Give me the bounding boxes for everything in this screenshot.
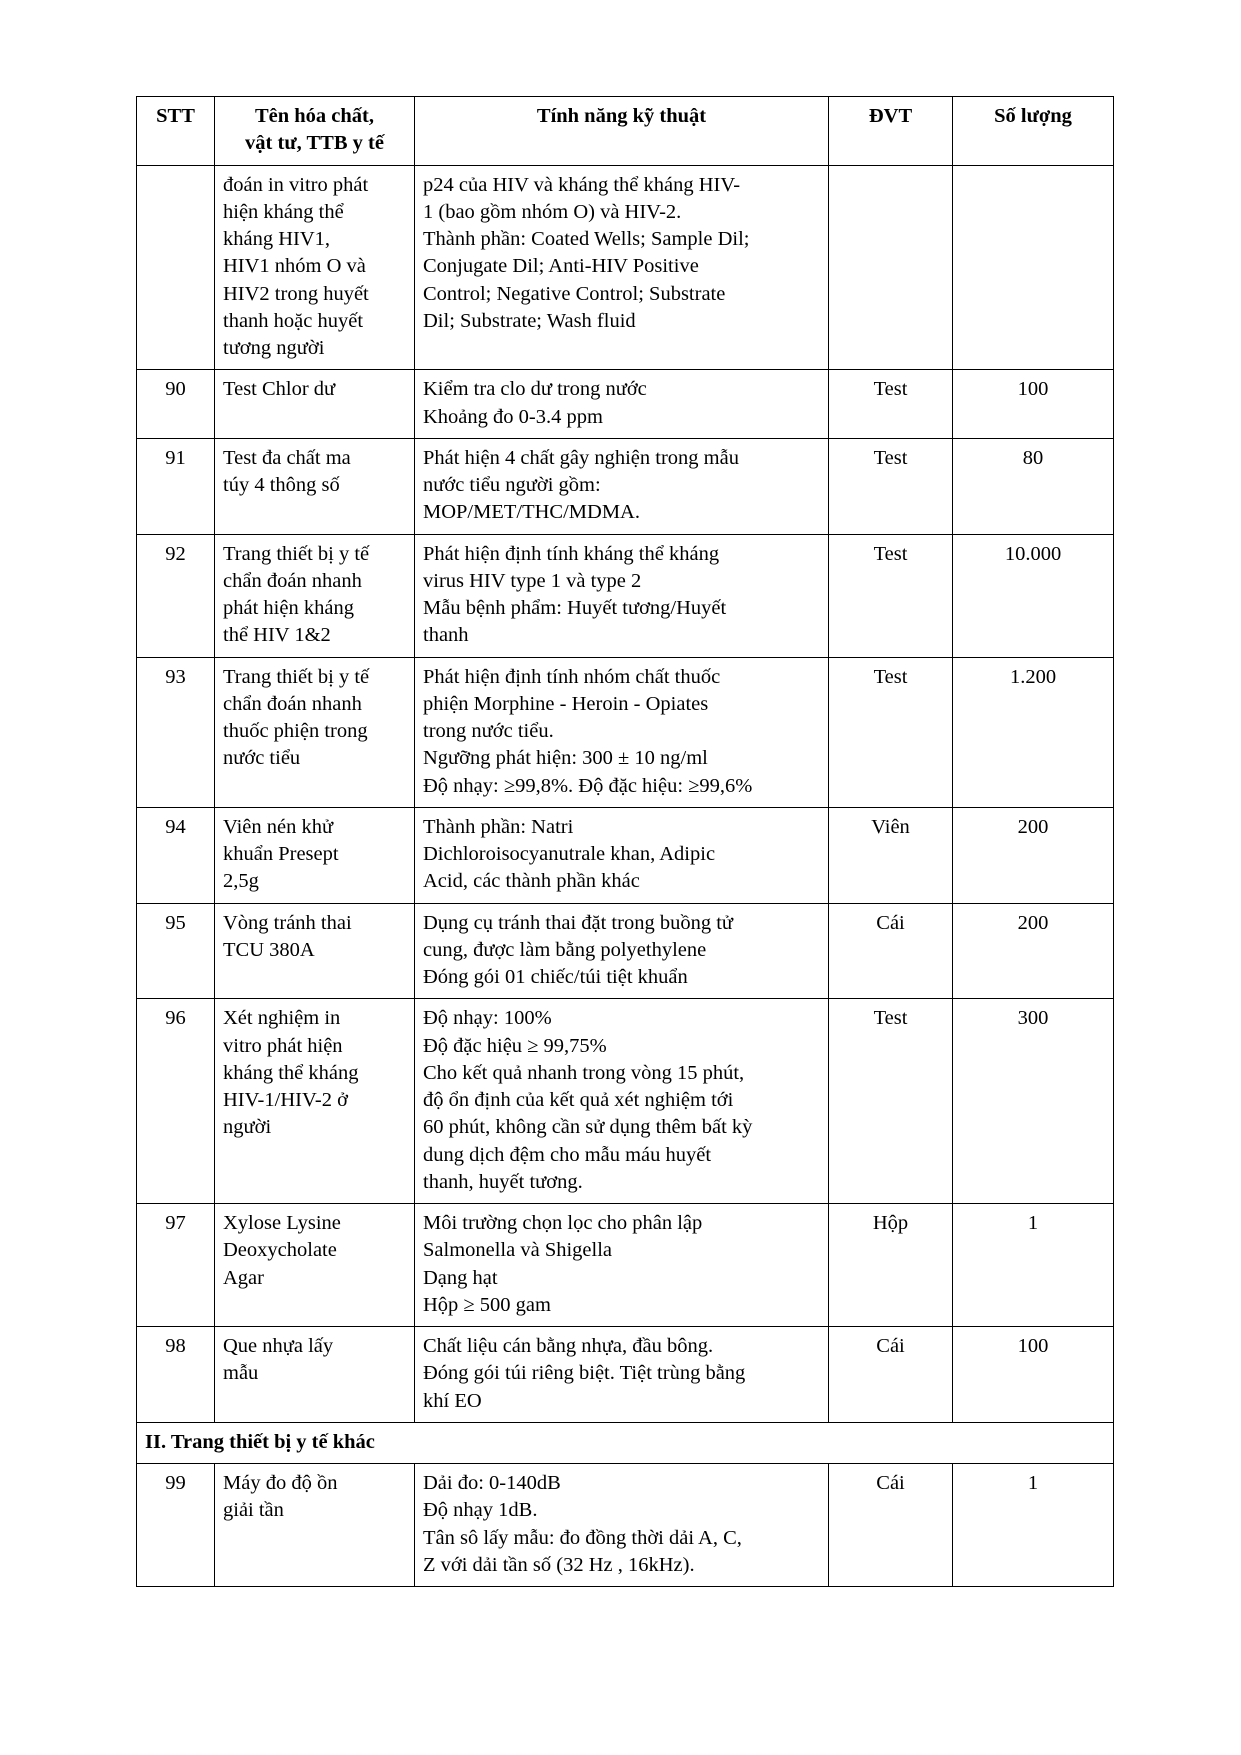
name-line: kháng HIV1,	[223, 228, 331, 250]
name-line: nước tiểu	[223, 747, 301, 770]
table-row	[137, 1204, 1114, 1327]
table-header-row	[137, 97, 1114, 166]
cell-qty: 1	[953, 1464, 1114, 1587]
spec-line: phiện Morphine - Heroin - Opiates	[423, 692, 709, 715]
name-line: túy 4 thông số	[223, 474, 340, 496]
medical-supplies-table	[136, 96, 1114, 1587]
table-body	[137, 165, 1114, 1587]
name-line: Viên nén khử	[223, 815, 334, 838]
cell-spec	[415, 165, 829, 370]
name-line: thanh hoặc huyết	[223, 309, 364, 332]
cell-spec	[415, 807, 829, 903]
spec-line: Control; Negative Control; Substrate	[423, 282, 726, 305]
spec-line: Dải đo: 0-140dB	[423, 1472, 561, 1494]
cell-qty: 80	[953, 438, 1114, 534]
name-line: Trang thiết bị y tế	[223, 542, 370, 565]
spec-line: Chất liệu cán bằng nhựa, đầu bông.	[423, 1335, 714, 1357]
cell-qty	[953, 165, 1114, 370]
spec-line: 1 (bao gồm nhóm O) và HIV-2.	[423, 200, 682, 223]
spec-line: Thành phần: Coated Wells; Sample Dil;	[423, 228, 750, 250]
name-line: 2,5g	[223, 870, 259, 893]
cell-name	[215, 370, 415, 439]
table-row	[137, 657, 1114, 807]
cell-unit: Test	[829, 534, 953, 657]
name-line: TCU 380A	[223, 938, 315, 961]
cell-stt: 99	[137, 1464, 215, 1587]
spec-line: Dichloroisocyanutrale khan, Adipic	[423, 843, 716, 865]
spec-line: Độ nhạy 1dB.	[423, 1499, 538, 1522]
spec-line: độ ổn định của kết quả xét nghiệm tới	[423, 1089, 734, 1111]
cell-spec	[415, 657, 829, 807]
name-line: thuốc phiện trong	[223, 720, 368, 742]
table-header	[137, 97, 1114, 166]
cell-name	[215, 165, 415, 370]
column-header-qty: Số lượng	[953, 97, 1114, 166]
name-line: chẩn đoán nhanh	[223, 569, 362, 592]
spec-line: cung, được làm bằng polyethylene	[423, 938, 707, 961]
spec-line: Dụng cụ tránh thai đặt trong buồng tử	[423, 911, 734, 934]
cell-name	[215, 1464, 415, 1587]
spec-line: Phát hiện định tính nhóm chất thuốc	[423, 665, 721, 688]
spec-line: khí EO	[423, 1389, 482, 1412]
name-line: đoán in vitro phát	[223, 173, 369, 196]
table-row	[137, 370, 1114, 439]
table-row	[137, 534, 1114, 657]
cell-spec	[415, 1204, 829, 1327]
name-line: tương người	[223, 337, 325, 359]
cell-unit: Hộp	[829, 1204, 953, 1327]
spec-line: Khoảng đo 0-3.4 ppm	[423, 405, 603, 428]
cell-qty: 300	[953, 999, 1114, 1204]
spec-line: Kiểm tra clo dư trong nước	[423, 378, 647, 401]
spec-line: Hộp ≥ 500 gam	[423, 1293, 551, 1316]
cell-qty: 100	[953, 370, 1114, 439]
cell-stt: 97	[137, 1204, 215, 1327]
cell-stt: 94	[137, 807, 215, 903]
spec-line: Độ đặc hiệu ≥ 99,75%	[423, 1034, 607, 1057]
column-header-name	[215, 97, 415, 166]
name-line: vitro phát hiện	[223, 1034, 343, 1057]
name-line: giải tần	[223, 1499, 284, 1522]
cell-name	[215, 1204, 415, 1327]
cell-name	[215, 999, 415, 1204]
name-line: Máy đo độ ồn	[223, 1472, 338, 1494]
spec-line: p24 của HIV và kháng thể kháng HIV-	[423, 173, 741, 196]
cell-qty: 10.000	[953, 534, 1114, 657]
name-line: Xét nghiệm in	[223, 1007, 341, 1030]
table-row	[137, 807, 1114, 903]
cell-unit: Cái	[829, 1327, 953, 1423]
name-line: người	[223, 1116, 272, 1139]
cell-qty: 100	[953, 1327, 1114, 1423]
cell-name	[215, 807, 415, 903]
spec-line: Salmonella và Shigella	[423, 1239, 613, 1262]
table-row	[137, 1464, 1114, 1587]
name-line: Que nhựa lấy	[223, 1335, 334, 1357]
cell-stt: 95	[137, 903, 215, 999]
spec-line: Độ nhạy: 100%	[423, 1007, 552, 1030]
name-line: khuẩn Presept	[223, 843, 339, 865]
cell-unit: Viên	[829, 807, 953, 903]
name-line: Deoxycholate	[223, 1239, 337, 1262]
column-header-name-line2: vật tư, TTB y tế	[245, 132, 384, 155]
cell-name	[215, 657, 415, 807]
cell-stt: 92	[137, 534, 215, 657]
spec-line: Conjugate Dil; Anti-HIV Positive	[423, 255, 699, 278]
name-line: HIV-1/HIV-2 ở	[223, 1089, 348, 1111]
spec-line: Z với dải tần số (32 Hz , 16kHz).	[423, 1553, 695, 1576]
name-line: HIV1 nhóm O và	[223, 255, 366, 278]
name-line: Agar	[223, 1266, 264, 1289]
cell-stt: 90	[137, 370, 215, 439]
spec-line: Đóng gói 01 chiếc/túi tiệt khuẩn	[423, 966, 688, 988]
name-line: kháng thể kháng	[223, 1061, 359, 1084]
cell-stt: 98	[137, 1327, 215, 1423]
name-line: mẫu	[223, 1362, 259, 1385]
spec-line: Cho kết quả nhanh trong vòng 15 phút,	[423, 1061, 745, 1084]
cell-name	[215, 903, 415, 999]
cell-stt: 91	[137, 438, 215, 534]
cell-qty: 1.200	[953, 657, 1114, 807]
table-row	[137, 438, 1114, 534]
table-row	[137, 903, 1114, 999]
spec-line: 60 phút, không cần sử dụng thêm bất kỳ	[423, 1116, 753, 1139]
cell-unit: Test	[829, 370, 953, 439]
cell-spec	[415, 999, 829, 1204]
cell-spec	[415, 438, 829, 534]
spec-line: Mẫu bệnh phẩm: Huyết tương/Huyết	[423, 597, 727, 619]
spec-line: Dạng hạt	[423, 1266, 498, 1289]
spec-line: Thành phần: Natri	[423, 815, 574, 838]
spec-line: nước tiểu người gồm:	[423, 474, 601, 496]
name-line: Test Chlor dư	[223, 378, 336, 401]
cell-unit: Cái	[829, 1464, 953, 1587]
column-header-unit: ĐVT	[829, 97, 953, 166]
spec-line: thanh, huyết tương.	[423, 1170, 583, 1193]
name-line: chẩn đoán nhanh	[223, 692, 362, 715]
cell-stt: 93	[137, 657, 215, 807]
cell-qty: 1	[953, 1204, 1114, 1327]
cell-name	[215, 534, 415, 657]
table-row	[137, 1327, 1114, 1423]
name-line: hiện kháng thể	[223, 200, 344, 223]
section-heading: II. Trang thiết bị y tế khác	[137, 1422, 1114, 1463]
name-line: Trang thiết bị y tế	[223, 665, 370, 688]
spec-line: Môi trường chọn lọc cho phân lập	[423, 1212, 703, 1234]
cell-spec	[415, 1327, 829, 1423]
spec-line: virus HIV type 1 và type 2	[423, 569, 642, 592]
spec-line: MOP/MET/THC/MDMA.	[423, 501, 640, 524]
name-line: HIV2 trong huyết	[223, 282, 369, 305]
cell-stt	[137, 165, 215, 370]
cell-spec	[415, 534, 829, 657]
cell-qty: 200	[953, 903, 1114, 999]
cell-qty: 200	[953, 807, 1114, 903]
cell-spec	[415, 370, 829, 439]
cell-unit: Test	[829, 438, 953, 534]
table-row	[137, 999, 1114, 1204]
spec-line: Tân sô lấy mẫu: đo đồng thời dải A, C,	[423, 1526, 742, 1549]
spec-line: Acid, các thành phần khác	[423, 870, 640, 893]
cell-unit	[829, 165, 953, 370]
name-line: Test đa chất ma	[223, 446, 351, 469]
column-header-name-line1: Tên hóa chất,	[254, 105, 375, 127]
spec-line: Độ nhạy: ≥99,8%. Độ đặc hiệu: ≥99,6%	[423, 774, 753, 797]
name-line: Xylose Lysine	[223, 1212, 341, 1234]
table-row	[137, 165, 1114, 370]
name-line: phát hiện kháng	[223, 597, 354, 619]
spec-line: Phát hiện 4 chất gây nghiện trong mẫu	[423, 446, 739, 469]
table-section-row	[137, 1422, 1114, 1463]
cell-spec	[415, 1464, 829, 1587]
cell-name	[215, 438, 415, 534]
spec-line: trong nước tiểu.	[423, 720, 554, 742]
name-line: thể HIV 1&2	[223, 624, 331, 647]
cell-stt: 96	[137, 999, 215, 1204]
column-header-spec: Tính năng kỹ thuật	[415, 97, 829, 166]
spec-line: Dil; Substrate; Wash fluid	[423, 309, 636, 332]
spec-line: Phát hiện định tính kháng thể kháng	[423, 542, 720, 565]
cell-unit: Cái	[829, 903, 953, 999]
cell-name	[215, 1327, 415, 1423]
spec-line: Ngưỡng phát hiện: 300 ± 10 ng/ml	[423, 747, 708, 770]
column-header-stt: STT	[137, 97, 215, 166]
cell-spec	[415, 903, 829, 999]
cell-unit: Test	[829, 999, 953, 1204]
cell-unit: Test	[829, 657, 953, 807]
spec-line: thanh	[423, 624, 469, 647]
spec-line: dung dịch đệm cho mẫu máu huyết	[423, 1143, 712, 1166]
name-line: Vòng tránh thai	[223, 911, 352, 934]
spec-line: Đóng gói túi riêng biệt. Tiệt trùng bằng	[423, 1362, 746, 1385]
